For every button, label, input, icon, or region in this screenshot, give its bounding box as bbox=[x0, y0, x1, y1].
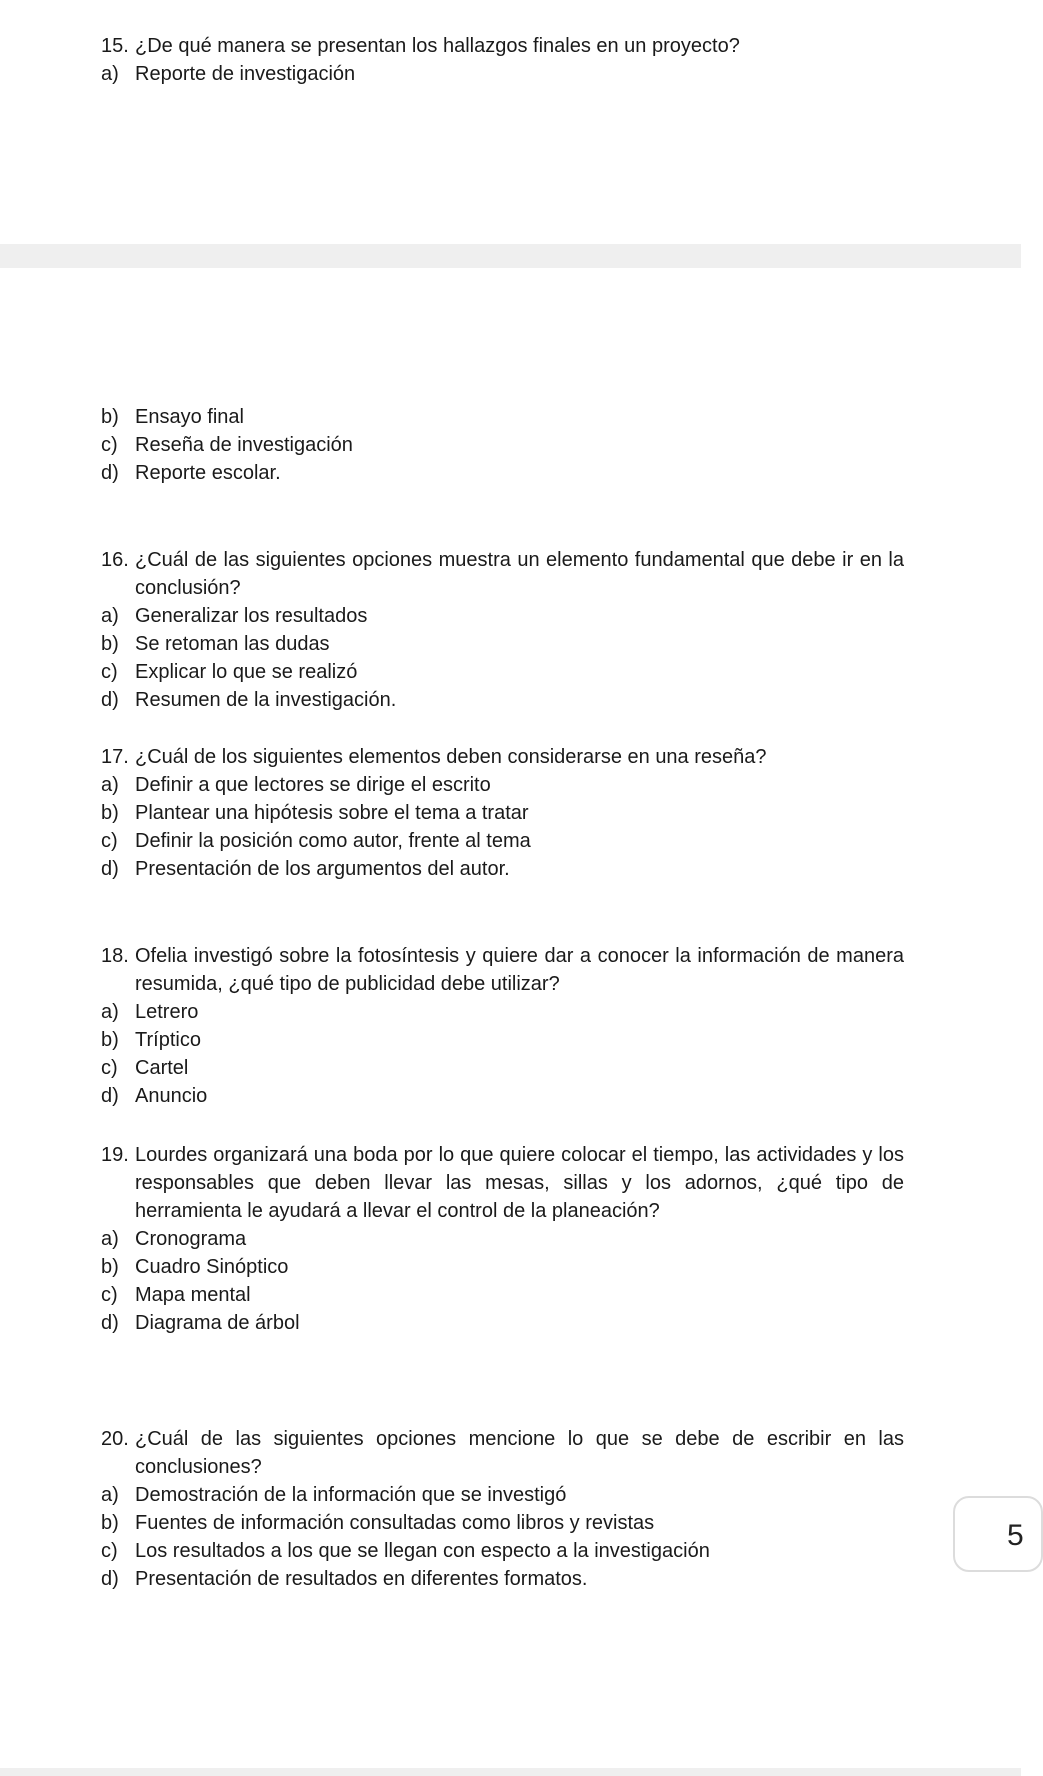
question-number: 18. bbox=[101, 945, 129, 967]
option-b bbox=[101, 1026, 904, 1054]
question-number: 17. bbox=[101, 746, 129, 768]
option-d bbox=[101, 686, 904, 714]
option-text: Explicar lo que se realizó bbox=[135, 661, 358, 683]
option-text: Reporte escolar. bbox=[135, 462, 281, 484]
option-d bbox=[101, 855, 904, 883]
option-text: Plantear una hipótesis sobre el tema a tratar bbox=[135, 802, 529, 824]
question-stem bbox=[101, 1141, 904, 1225]
question-text: ¿Cuál de las siguientes opciones muestra un elemento fundamental que debe ir en la conclusión? bbox=[135, 549, 904, 599]
question-stem bbox=[101, 546, 904, 602]
option-text: Definir a que lectores se dirige el escrito bbox=[135, 774, 491, 796]
question-19 bbox=[101, 1141, 904, 1337]
option-b bbox=[101, 1509, 904, 1537]
option-text: Generalizar los resultados bbox=[135, 605, 368, 627]
option-letter: a) bbox=[101, 1001, 119, 1023]
option-letter: d) bbox=[101, 689, 119, 711]
option-text: Cuadro Sinóptico bbox=[135, 1256, 289, 1278]
option-d bbox=[101, 1565, 904, 1593]
option-letter: a) bbox=[101, 1228, 119, 1250]
option-c bbox=[101, 827, 904, 855]
question-15-continued bbox=[101, 403, 904, 487]
option-text: Anuncio bbox=[135, 1085, 208, 1107]
option-letter: b) bbox=[101, 1512, 119, 1534]
option-text: Reporte de investigación bbox=[135, 63, 356, 85]
page-number-badge bbox=[953, 1496, 1043, 1572]
option-letter: d) bbox=[101, 462, 119, 484]
question-16 bbox=[101, 546, 904, 714]
option-letter: c) bbox=[101, 661, 118, 683]
option-letter: a) bbox=[101, 774, 119, 796]
question-number: 20. bbox=[101, 1428, 129, 1450]
option-text: Reseña de investigación bbox=[135, 434, 353, 456]
option-c bbox=[101, 431, 904, 459]
question-stem bbox=[101, 32, 904, 60]
question-text: ¿Cuál de los siguientes elementos deben considerarse en una reseña? bbox=[135, 746, 767, 768]
option-text: Resumen de la investigación. bbox=[135, 689, 397, 711]
option-a bbox=[101, 60, 904, 88]
bottom-divider bbox=[0, 1768, 1021, 1776]
option-text: Presentación de resultados en diferentes formatos. bbox=[135, 1568, 588, 1590]
page-number: 5 bbox=[1007, 1519, 1024, 1552]
question-20 bbox=[101, 1425, 904, 1593]
question-17 bbox=[101, 743, 904, 883]
option-letter: c) bbox=[101, 434, 118, 456]
option-b bbox=[101, 799, 904, 827]
option-letter: b) bbox=[101, 633, 119, 655]
option-b bbox=[101, 1253, 904, 1281]
question-number: 19. bbox=[101, 1144, 129, 1166]
option-letter: c) bbox=[101, 1284, 118, 1306]
option-text: Demostración de la información que se investigó bbox=[135, 1484, 567, 1506]
option-letter: c) bbox=[101, 1540, 118, 1562]
option-d bbox=[101, 1082, 904, 1110]
option-c bbox=[101, 658, 904, 686]
option-letter: c) bbox=[101, 1057, 118, 1079]
option-c bbox=[101, 1281, 904, 1309]
option-c bbox=[101, 1054, 904, 1082]
question-text: Lourdes organizará una boda por lo que quiere colocar el tiempo, las actividades y los responsables que deben llevar las mesas, sillas y los adornos, ¿qué tipo de herramienta le ayudará a llevar el control de la planeación? bbox=[135, 1144, 904, 1222]
option-letter: b) bbox=[101, 1256, 119, 1278]
option-letter: d) bbox=[101, 1085, 119, 1107]
question-text: ¿De qué manera se presentan los hallazgos finales en un proyecto? bbox=[135, 35, 740, 57]
option-text: Definir la posición como autor, frente al tema bbox=[135, 830, 531, 852]
option-a bbox=[101, 602, 904, 630]
option-letter: d) bbox=[101, 1568, 119, 1590]
option-text: Cronograma bbox=[135, 1228, 247, 1250]
option-text: Fuentes de información consultadas como libros y revistas bbox=[135, 1512, 655, 1534]
question-stem bbox=[101, 1425, 904, 1481]
option-c bbox=[101, 1537, 904, 1565]
option-letter: a) bbox=[101, 605, 119, 627]
option-b bbox=[101, 403, 904, 431]
option-d bbox=[101, 459, 904, 487]
option-text: Se retoman las dudas bbox=[135, 633, 330, 655]
option-a bbox=[101, 1225, 904, 1253]
option-text: Cartel bbox=[135, 1057, 189, 1079]
option-d bbox=[101, 1309, 904, 1337]
page-break-divider bbox=[0, 244, 1021, 268]
option-letter: d) bbox=[101, 858, 119, 880]
option-letter: b) bbox=[101, 1029, 119, 1051]
option-text: Letrero bbox=[135, 1001, 199, 1023]
option-b bbox=[101, 630, 904, 658]
option-letter: a) bbox=[101, 63, 119, 85]
question-stem bbox=[101, 942, 904, 998]
question-text: Ofelia investigó sobre la fotosíntesis y quiere dar a conocer la información de manera resumida, ¿qué tipo de publicidad debe utilizar? bbox=[135, 945, 904, 995]
option-a bbox=[101, 1481, 904, 1509]
option-a bbox=[101, 998, 904, 1026]
option-text: Ensayo final bbox=[135, 406, 244, 428]
question-stem bbox=[101, 743, 904, 771]
option-a bbox=[101, 771, 904, 799]
option-letter: b) bbox=[101, 406, 119, 428]
option-letter: c) bbox=[101, 830, 118, 852]
option-letter: a) bbox=[101, 1484, 119, 1506]
question-number: 15. bbox=[101, 35, 129, 57]
option-letter: b) bbox=[101, 802, 119, 824]
question-18 bbox=[101, 942, 904, 1110]
question-text: ¿Cuál de las siguientes opciones mencione lo que se debe de escribir en las conclusiones? bbox=[135, 1428, 904, 1478]
option-letter: d) bbox=[101, 1312, 119, 1334]
option-text: Los resultados a los que se llegan con especto a la investigación bbox=[135, 1540, 710, 1562]
option-text: Mapa mental bbox=[135, 1284, 251, 1306]
option-text: Tríptico bbox=[135, 1029, 201, 1051]
option-text: Presentación de los argumentos del autor. bbox=[135, 858, 510, 880]
question-15 bbox=[101, 32, 904, 88]
question-number: 16. bbox=[101, 549, 129, 571]
option-text: Diagrama de árbol bbox=[135, 1312, 300, 1334]
